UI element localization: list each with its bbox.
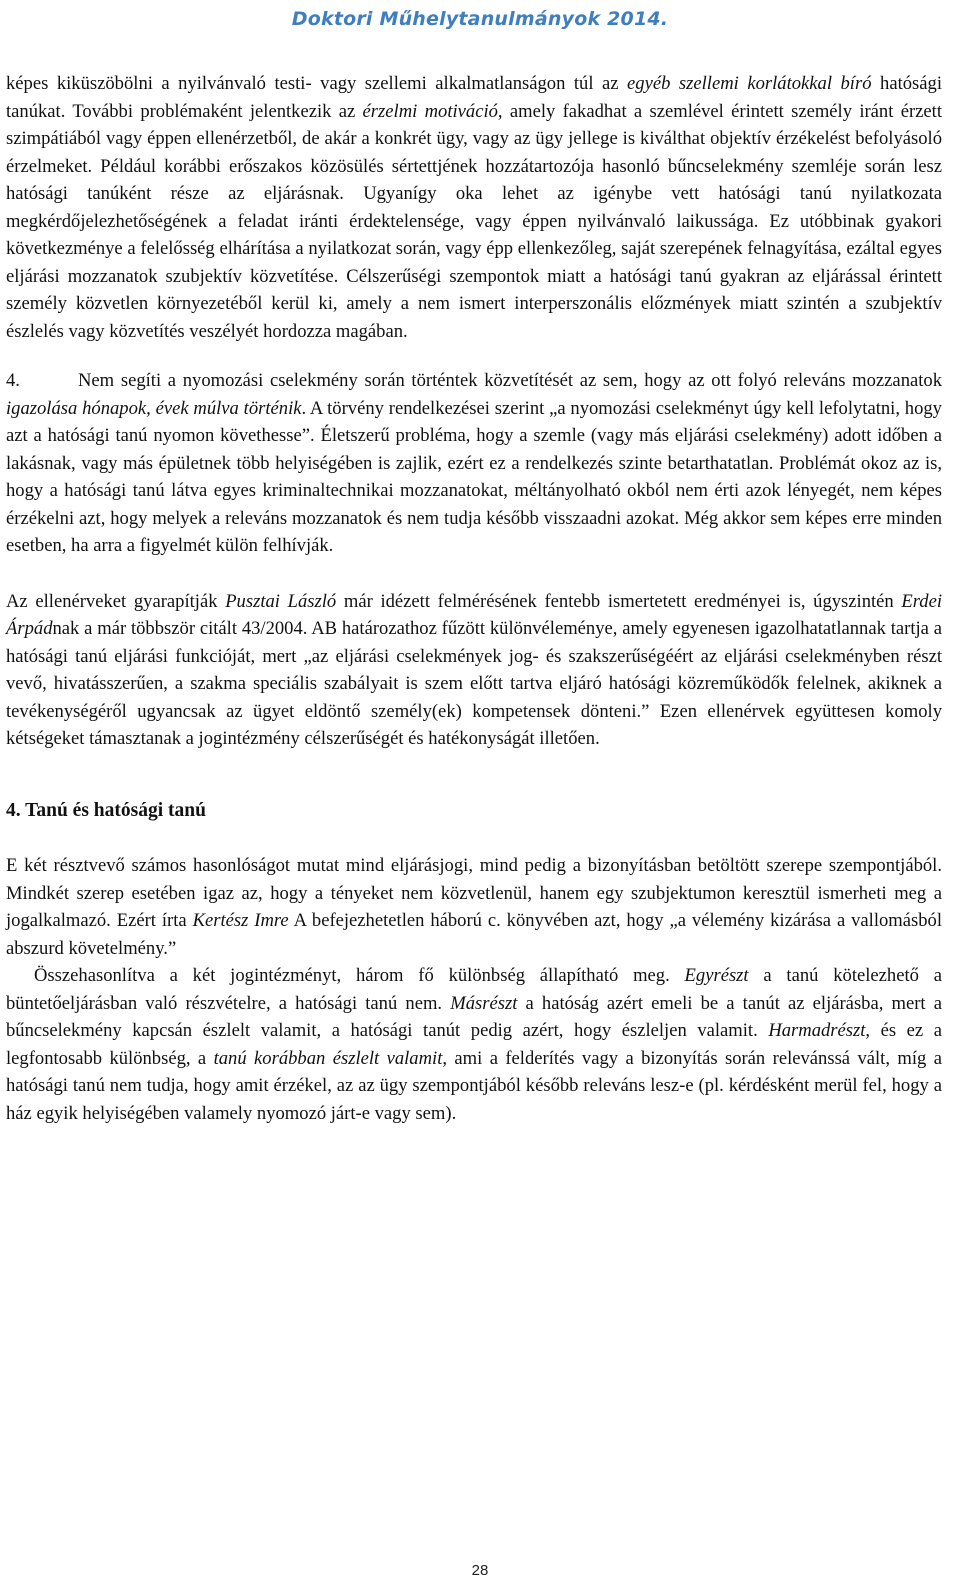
italic-run: Másrészt <box>450 992 518 1014</box>
italic-run: tanú korábban észlelt valamit <box>213 1047 443 1069</box>
text-run: , és ez a legfontosabb különbség, a <box>6 1020 943 1069</box>
italic-run: egyéb szellemi korlátokkal bíró <box>627 73 872 94</box>
text-run: a tanú kötelezhető a büntetőeljárásban való részvételre, a hatósági tanú nem. <box>6 965 942 1014</box>
italic-run: Pusztai László <box>225 590 337 612</box>
text-run: Összehasonlítva a két jogintézményt, három fő különbség állapítható meg. <box>34 965 685 986</box>
text-run: E két résztvevő számos hasonlóságot mutat mind eljárásjogi, mind pedig a bizonyításban betöltött szerepe szempontjából. Mindkét szerep esetében igaz az, hogy a tényeket nem közvetlenül, hanem egy szubjektumon keresztül ismerheti meg a jogalkalmazó. Ezért írta <box>6 855 942 931</box>
text-run: Nem segíti a nyomozási cselekmény során történtek közvetítését az sem, hogy az ott folyó releváns mozzanatok <box>78 370 942 391</box>
page-number: 28 <box>471 1562 489 1579</box>
paragraph-text <box>6 370 942 556</box>
paragraph <box>6 962 942 1127</box>
text-run: A befejezhetetlen háború c. könyvében azt, hogy „a vélemény kizárása a vallomásból abszurd követelmény.” <box>6 910 942 959</box>
italic-run: Egyrészt <box>684 965 749 986</box>
paragraph-number: 4. <box>6 370 20 391</box>
text-run: Az ellenérveket gyarapítják <box>6 590 226 612</box>
text-run: a hatóság azért emeli be a tanút az eljárásba, mert a bűncselekmény kapcsán észlelt valamit, a hatósági tanút pedig azért, hogy észleljen valamit. <box>6 992 942 1041</box>
text-run: hatósági tanúkat. További problémaként jelentkezik az <box>6 73 942 122</box>
paragraph <box>6 70 942 345</box>
italic-run: Kertész Imre <box>192 910 289 931</box>
text-run: nak a már többször citált 43/2004. AB határozathoz fűzött különvéleménye, amely egyenesen igazolhatatlannak tartja a hatósági tanú eljárási funkcióját, mert „az eljárási cselekmények jog- és szakszerűségéért az eljárási cselekményben részt vevő, hivatásszerűen, a szakma speciális szabályait is szem előtt tartva eljáró hatósági közreműködők felelnek, akiknek a tevékenységéről ugyancsak az ügyet eldöntő személy(ek) kompetensek dönteni.” Ezen ellenérvek együttesen komoly kétségeket támasztanak a jogintézmény célszerűségét és hatékonyságát illetően. <box>6 618 942 749</box>
italic-run: Erdei Árpád <box>6 590 943 639</box>
text-run: , ami a felderítés vagy a bizonyítás során relevánssá vált, míg a hatósági tanú nem tudja, hogy amit érzékel, az az ügy szempontjából később releváns lesz-e (pl. kérdésként merül fel, hogy a ház egyik helyiségében valamely nyomozó járt-e vagy sem). <box>6 1047 942 1124</box>
numbered-paragraph <box>6 367 942 560</box>
document-body <box>6 70 942 1127</box>
running-header: Doktori Műhelytanulmányok 2014. <box>291 8 669 30</box>
text-run: már idézett felmérésének fentebb ismertetett eredményei is, úgyszintén <box>336 590 902 612</box>
paragraph <box>6 852 942 962</box>
text-run: képes kiküszöbölni a nyilvánvaló testi- vagy szellemi alkalmatlanságon túl az <box>6 73 628 94</box>
text-run: , amely fakadhat a szemlével érintett személy iránt érzett szimpátiából vagy éppen ellenérzetből, de akár a konkrét ügy, vagy az ügy jellege is kiválthat objektív érzékelést befolyásoló érzelmeket. Például korábbi erőszakos közösülés sértettjének hozzátartozója hasonló bűncselekmény szemléje során lesz hatósági tanúként része az eljárásnak. Ugyanígy oka lehet az igénybe vett hatósági tanú nyilatkozata megkérdőjelezhetőségének a feladat iránti érdektelensége, vagy éppen nyilvánvaló laikussága. Ez utóbbinak gyakori következménye a felelősség elhárítása a nyilatkozat során, vagy épp ellenkezőleg, saját szerepének felnagyítása, ezáltal egyes eljárási mozzanatok szubjektív közvetítése. Célszerűségi szempontok miatt a hatósági tanú gyakran az eljárással érintett személy közvetlen környezetéből kerül ki, amely a nem ismert interperszonális előzmények miatt szintén a szubjektív észlelés vagy közvetítés veszélyét hordozza magában. <box>6 100 942 342</box>
italic-run: érzelmi motiváció <box>362 100 498 122</box>
paragraph <box>6 588 942 753</box>
italic-run: Harmadrészt <box>768 1020 866 1041</box>
text-run: . A törvény rendelkezései szerint „a nyomozási cselekményt úgy kell lefolytatni, hogy azt a hatósági tanú nyomon követhesse”. Életszerű probléma, hogy a szemle (vagy más eljárási cselekmény) adott időben a lakásnak, vagy más épületnek több helyiségében is zajlik, ezért ez a rendelkezés szinte betarthatatlan. Problémát okoz az is, hogy a hatósági tanú látva egyes kriminaltechnikai mozzanatokat, méltányolható okból nem érti azok lényegét, nem képes érzékelni azt, hogy melyek a releváns mozzanatok és nem tudja később visszaadni azokat. Még akkor sem képes erre minden esetben, ha arra a figyelmét külön felhívják. <box>6 397 942 556</box>
section-heading: 4. Tanú és hatósági tanú <box>6 799 206 821</box>
italic-run: igazolása hónapok, évek múlva történik <box>6 397 302 419</box>
